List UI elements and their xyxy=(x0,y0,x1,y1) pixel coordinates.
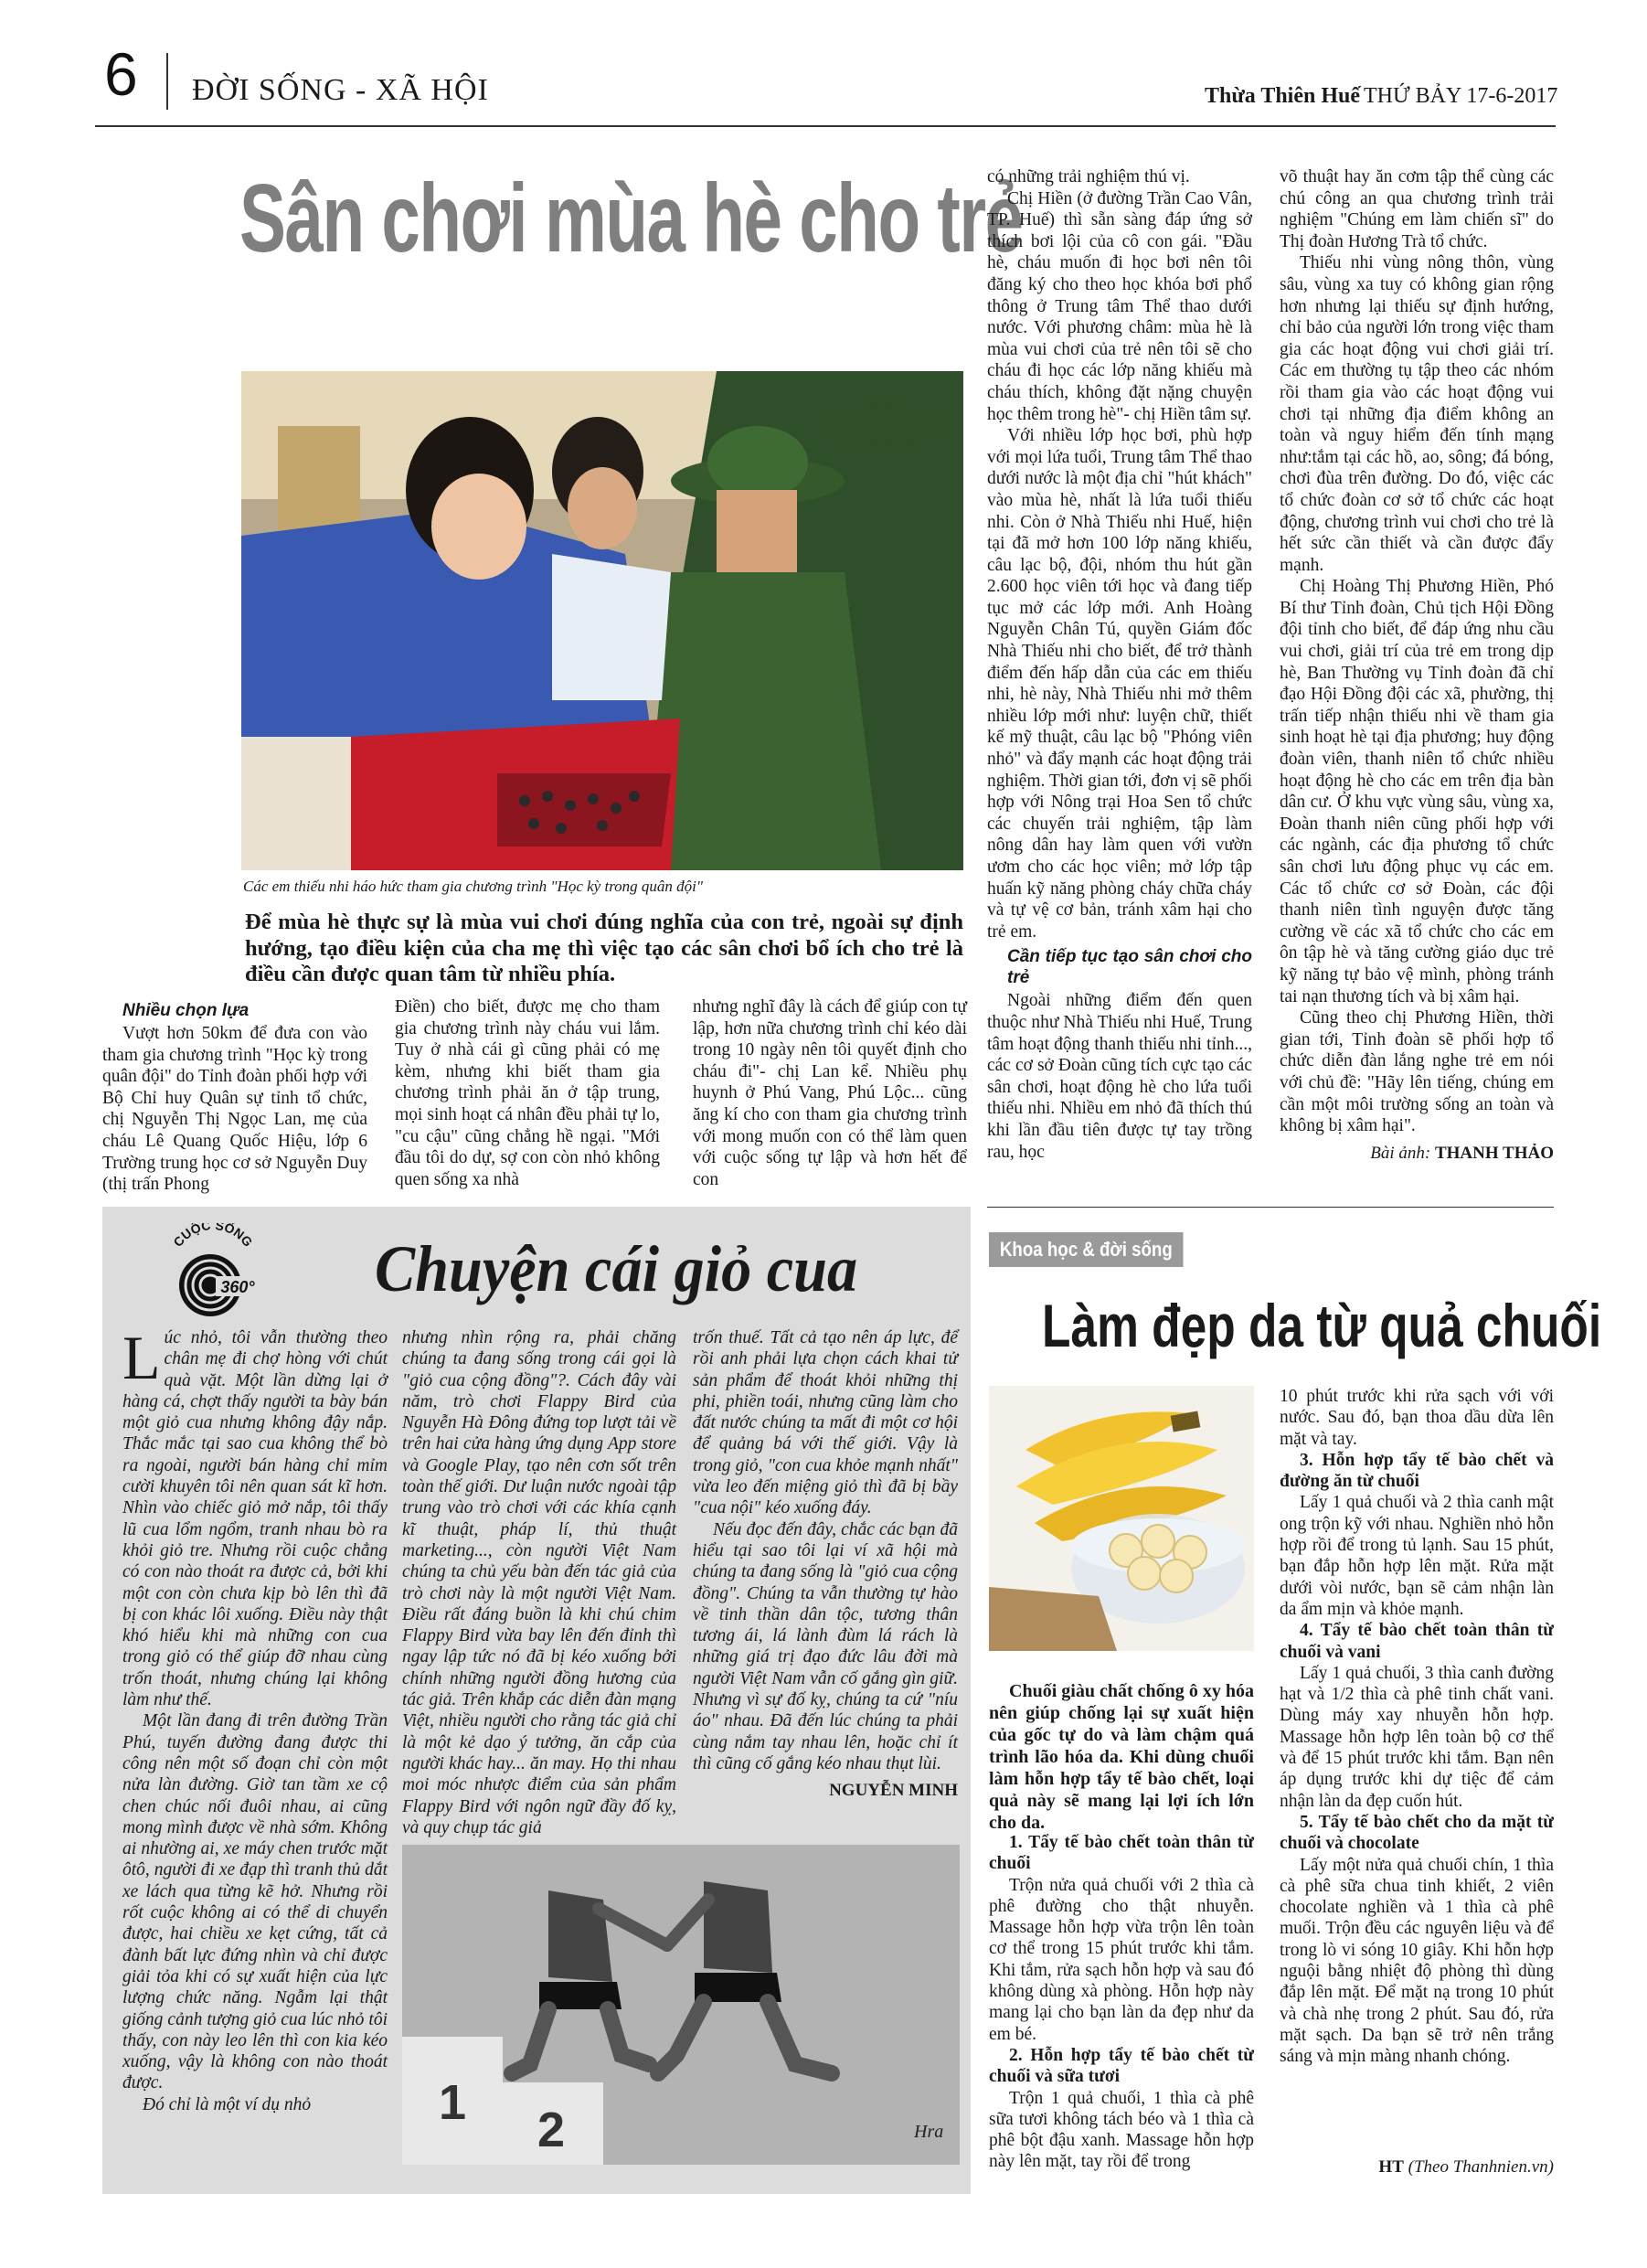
paragraph: Ngoài những điểm đến quen thuộc như Nhà Thiếu nhi Huế, Trung tâm hoạt động thanh thiếu nhi tỉnh..., các cơ sở Đoàn cũng tích cực tạo các sân chơi, hoạt động hè cho lứa tuổi thiếu nhi. Nhiều em nhỏ đã thích thú khi lần đầu tiên được tự tay trồng rau, học xyxy=(987,991,1252,1162)
paragraph: Thiếu nhi vùng nông thôn, vùng sâu, vùng xa tuy có không gian rộng hơn nhưng lại thiếu sự định hướng, chỉ bảo của người lớn trong việc tham gia các hoạt động vui chơi giải trí. Các em thường tụ tập theo các nhóm rồi tham gia vào các hoạt động vui chơi tại những địa điểm không an toàn và nguy hiểm đến tính mạng như:tắm tại các hồ, ao, sông; đá bóng, chơi đùa trên đường. Do đó, việc các tổ chức đoàn cơ sở tổ chức các hoạt động, chương trình vui chơi cho trẻ là hết sức cần thiết và cần được đẩy mạnh. xyxy=(1280,253,1554,575)
paragraph: trốn thuế. Tất cả tạo nên áp lực, để rồi anh phải lựa chọn cách khai tử sản phẩm để thoát khỏi những thị phi, phiền toái, nhưng cũng làm cho đất nước chúng ta mất đi một cơ hội để quảng bá với thế giới. Vậy là trong giỏ, "con cua khỏe mạnh nhất" vừa leo đến miệng giỏ thì đã bị bầy "cua nội" kéo xuống đáy. xyxy=(693,1328,958,1518)
svg-text:360°: 360° xyxy=(220,1278,255,1296)
paragraph: Điền) cho biết, được mẹ cho tham gia chương trình này cháu vui lắm. Tuy ở nhà cái gì cũng phải có mẹ kèm, nhưng khi biết tham gia chương trình phải ăn ở tập trung, mọi sinh hoạt cá nhân đều phải tự lo, "cu cậu" cũng chẳng hề ngại. "Mới đầu tôi do dự, sợ con còn nhỏ không quen sống xa nhà xyxy=(395,997,660,1189)
military-camp-photo xyxy=(241,371,963,870)
step-heading: 5. Tẩy tế bào chết cho da mặt từ chuối và chocolate xyxy=(1280,1812,1554,1854)
paper-name: Thừa Thiên Huế xyxy=(1205,84,1361,108)
subheading: Cần tiếp tục tạo sân chơi cho trẻ xyxy=(1007,947,1252,988)
byline: HT (Theo Thanhnien.vn) xyxy=(1378,2157,1554,2177)
photo-caption: Các em thiếu nhi háo hức tham gia chương trình "Học kỳ trong quân đội" xyxy=(243,878,704,895)
article-column xyxy=(395,996,660,1190)
article-lead: Để mùa hè thực sự là mùa vui chơi đúng nghĩa của con trẻ, ngoài sự định hướng, tạo điều kiện của cha mẹ thì việc tạo các sân chơi bổ ích cho trẻ là điều cần được quan tâm từ nhiều phía. xyxy=(245,910,963,986)
podium-label: 2 xyxy=(537,2103,566,2157)
drop-cap: L xyxy=(122,1323,161,1392)
paragraph: Chị Hoàng Thị Phương Hiền, Phó Bí thư Tỉnh đoàn, Chủ tịch Hội Đồng đội tỉnh cho biết, để đáp ứng nhu cầu vui chơi, giải trí của trẻ em trong dịp hè, Ban Thường vụ Tỉnh đoàn đã chỉ đạo Hội Đồng đội các xã, phường, thị trấn tiếp nhận thiếu nhi về tham gia sinh hoạt hè tại địa phương; huy động đoàn viên, thanh niên tổ chức nhiều hoạt động hè cho các em trên địa bàn dân cư. Ở khu vực vùng sâu, vùng xa, Đoàn thanh niên cũng phối hợp với các ngành, các địa phương tổ chức sân chơi lưu động phục vụ các em. Các tổ chức cơ sở Đoàn, các đội thanh niên tình nguyện được tăng cường về các xã tổ chức cho các em ôn tập hè và tăng cường giáo dục trẻ kỹ năng tự bảo vệ mình, phòng tránh tai nạn thương tích và bị xâm hại. xyxy=(1280,577,1554,1006)
section-tag: Khoa học & đời sống xyxy=(989,1232,1184,1267)
article-title: Sân chơi mùa hè cho trẻ xyxy=(239,165,1023,272)
paragraph: võ thuật hay ăn cơm tập thể cùng các chú công an qua chương trình trải nghiệm "Chúng em làm chiến sĩ" do Thị đoàn Hương Trà tổ chức. xyxy=(1280,167,1554,251)
header-rule xyxy=(95,125,1556,127)
opinion-column xyxy=(693,1327,958,1802)
article-photo xyxy=(241,371,963,870)
paragraph: Chị Hiền (ở đường Trần Cao Vân, TP. Huế) thì sẵn sàng đáp ứng sở thích bơi lội của cô con gái. "Đầu hè, cháu muốn đi học bơi nên tôi đăng ký cho theo học khóa bơi phổ thông ở Trung tâm Thể thao dưới nước. Với phương châm: mùa hè là mùa vui chơi của trẻ nên tôi sẽ cho cháu đi học các lớp năng khiếu mà cháu thích, không đặt nặng chuyện học thêm trong hè"- chị Hiền tâm sự. xyxy=(987,188,1252,424)
article-column xyxy=(989,1832,1254,2173)
step-heading: 1. Tẩy tế bào chết toàn thân từ chuối xyxy=(989,1833,1254,1874)
cuoc-song-360-logo xyxy=(163,1223,263,1324)
paragraph: Lúc nhỏ, tôi vẫn thường theo chân mẹ đi chợ hòng với chút quà vặt. Một lần dừng lại ở hàng cá, chợt thấy người ta bày bán một giỏ cua nhưng không đậy nắp. Thắc mắc tại sao cua không thể bò ra ngoài, người bán hàng chỉ mỉm cười khuyên tôi nên quan sát kĩ hơn. Nhìn vào chiếc giỏ mở nắp, tôi thấy lũ cua lổm ngổm, tranh nhau bò ra khỏi giỏ tre. Nhưng rồi cuộc chẳng có con nào thoát ra được cả, bởi khi một con còn chưa kịp bò lên thì đã bị con khác lôi xuống. Điều này thật khó hiểu khi mà những con cua trong giỏ có thể giúp đỡ nhau cùng trốn thoát, nhưng chúng lại không làm như thế. xyxy=(122,1323,388,1710)
paragraph: Với nhiều lớp học bơi, phù hợp với mọi lứa tuổi, Trung tâm Thể thao dưới nước là một địa chỉ "hút khách" vào mùa hè, nhất là lứa tuổi thiếu nhi. Còn ở Nhà Thiếu nhi Huế, hiện tại đã mở hơn 100 lớp năng khiếu, câu lạc bộ, đội, nhóm thu hút gần 2.600 học viên tới học và đang tiếp tục mở các lớp mới. Anh Hoàng Nguyễn Chân Tú, quyền Giám đốc Nhà Thiếu nhi cho biết, để trở thành điểm đến hấp dẫn của các em thiếu nhi, hè này, Nhà Thiếu nhi mở thêm nhiều lớp mới như: luyện chữ, thiết kế mỹ thuật, câu lạc bộ "Phóng viên nhỏ" và đẩy mạnh các hoạt động trải nghiệm. Thời gian tới, đơn vị sẽ phối hợp với Nông trại Hoa Sen tổ chức các chuyến trải nghiệm, tập làm nông dân hay làm quen với vườn ươm cho các học viên; mở lớp tập huấn kỹ năng phòng cháy chữa cháy và tự vệ cơ bản, tránh xâm hại cho trẻ em. xyxy=(987,426,1253,942)
paragraph: có những trải nghiệm thú vị. xyxy=(987,167,1190,186)
article-lead: Chuối giàu chất chống ô xy hóa nên giúp chống lại sự xuất hiện của gốc tự do và làm chậm quá trình lão hóa da. Khi dùng chuối làm hỗn hợp tẩy tế bào chết, loại quả này sẽ mang lại lợi ích lớn cho da. xyxy=(989,1681,1254,1833)
section-rule xyxy=(987,1207,1554,1208)
paragraph: Cũng theo chị Phương Hiền, thời gian tới, Tỉnh đoàn sẽ phối hợp tổ chức diễn đàn lắng nghe trẻ em nói với chủ đề: "Hãy lên tiếng, chúng em cần một môi trường sống an toàn và không bị xâm hại". xyxy=(1280,1008,1554,1136)
banana-photo xyxy=(989,1386,1254,1651)
svg-text:CUỘC SỐNG: CUỘC SỐNG xyxy=(170,1223,256,1250)
article-title: Làm đẹp da từ quả chuối xyxy=(1042,1292,1602,1359)
paragraph: nhưng nhìn rộng ra, phải chăng chúng ta đang sống trong cái gọi là "giỏ cua cộng đồng"?. Cách đây vài năm, trò chơi Flappy Bird của Nguyễn Hà Đông đứng top lượt tải về trên hai cửa hàng ứng dụng App store và Google Play, tạo nên cơn sốt trên toàn thế giới. Dư luận nước ngoài tập trung vào trò chơi với các khía cạnh kĩ thuật, pháp lí, thủ thuật marketing..., còn người Việt Nam chúng ta chủ yếu bàn đến tác giả của trò chơi này là một người Việt Nam. Điều rất đáng buồn là khi chú chim Flappy Bird vừa bay lên đến đỉnh thì ngay lập tức nó đã bị kéo xuống bởi chính những người đồng hương của tác giả. Trên khắp các diễn đàn mạng Việt, nhiều người cho rằng tác giả chỉ là một kẻ dạo ý tưởng, ăn cắp của người khác hay... ăn may. Họ thi nhau moi móc nhược điểm của sản phẩm Flappy Bird với ngôn ngữ đầy đố kỵ, và quy chụp tác giả xyxy=(402,1328,676,1837)
paragraph: Vượt hơn 50km để đưa con vào tham gia chương trình "Học kỳ trong quân đội" do Tỉnh đoàn phối hợp với Bộ Chỉ huy Quân sự tỉnh tổ chức, chị Nguyễn Thị Ngọc Lan, mẹ của cháu Lê Quang Quốc Hiệu, lớp 6 Trường trung học cơ sở Nguyễn Duy (thị trấn Phong xyxy=(102,1024,367,1195)
opinion-column xyxy=(402,1327,676,1838)
paragraph: Một lần đang đi trên đường Trần Phú, tuyến đường đang được thi công nên một số đoạn chỉ còn một nửa làn đường. Giờ tan tầm xe cộ chen chúc nối đuôi nhau, ai cũng mong mình được về nhà sớm. Không ai nhường ai, xe máy chen trước mặt ôtô, người đi xe đạp thì tranh thủ dắt xe lách qua từng kẽ hở. Nhưng rồi rốt cuộc không ai có thể di chuyển được, hai chiều xe kẹt cứng, tất cả đành bất lực đứng nhìn và chỉ được giải tỏa khi có sự xuất hiện của lực lượng chức năng. Ngẫm lại thật giống cảnh tượng giỏ cua lúc nhỏ tôi thấy, con này leo lên thì con kia kéo xuống, vậy là không con nào thoát được. xyxy=(122,1711,388,2093)
cartoon-signature: Hra xyxy=(914,2122,944,2142)
issue-date: THỨ BẢY 17-6-2017 xyxy=(1364,84,1558,108)
subheading: Nhiều chọn lựa xyxy=(122,1001,250,1020)
section-title: ĐỜI SỐNG - XÃ HỘI xyxy=(192,73,489,107)
paragraph: Lấy 1 quả chuối và 2 thìa canh mật ong trộn kỹ với nhau. Nghiền nhỏ hỗn hợp rồi để trong tủ lạnh. Sau 15 phút, bạn đắp hỗn hợp lên mặt. Rửa mặt dưới vòi nước, bạn sẽ cảm nhận làn da ẩm mịn và khỏe mạnh. xyxy=(1280,1493,1554,1619)
paragraph: Nếu đọc đến đây, chắc các bạn đã hiểu tại sao tôi lại ví xã hội mà chúng ta đang sống là "giỏ cua cộng đồng". Chúng ta vẫn thường tự hào về tinh thần dân tộc, tương thân tương ái, lá lành đùm lá rách là những giá trị đạo đức lâu đời mà người Việt Nam vẫn cố gắng gìn giữ. Nhưng vì sự đố kỵ, chúng ta cứ "níu áo" nhau. Đã đến lúc chúng ta phải cùng nắm tay nhau lên, hoặc chỉ ít thì cũng cố gắng kéo nhau thụt lùi. xyxy=(693,1519,958,1773)
header-divider xyxy=(166,53,168,110)
paragraph: Đó chỉ là một ví dụ nhỏ xyxy=(143,2094,312,2114)
paragraph: nhưng nghĩ đây là cách để giúp con tự lập, hơn nữa chương trình chỉ kéo dài trong 10 ngày nên tôi quyết định cho cháu đi"- chị Lan kể. Nhiều phụ huynh ở Phú Vang, Phú Lộc... cũng ăng kí cho con tham gia chương trình với mong muốn con có thể làm quen với cuộc sống tự lập và hơn hết để con xyxy=(693,997,967,1189)
step-heading: 2. Hỗn hợp tẩy tế bào chết từ chuối và sữa tươi xyxy=(989,2045,1254,2087)
byline: NGUYỄN MINH xyxy=(829,1781,958,1801)
step-heading: 3. Hỗn hợp tẩy tế bào chết và đường ăn từ chuối xyxy=(1280,1450,1554,1492)
article-column xyxy=(1280,166,1554,1164)
opinion-column xyxy=(122,1323,388,2115)
paragraph: Trộn 1 quả chuối, 1 thìa cà phê sữa tươi không tách béo và 1 thìa cà phê bột đậu xanh. Massage hỗn hợp này lên mặt, tay rồi để trong xyxy=(989,2088,1254,2172)
paragraph: Lấy 1 quả chuối, 3 thìa canh đường hạt và 1/2 thìa cà phê tinh chất vani. Dùng máy xay nhuyễn hỗn hợp. Massage hỗn hợp lên toàn bộ cơ thể và để 15 phút trước khi tắm. Bạn nên áp dụng trước khi dự tiệc để cảm nhận làn da đẹp cuốn hút. xyxy=(1280,1663,1554,1811)
paragraph: 10 phút trước khi rửa sạch với với nước. Sau đó, bạn thoa dầu dừa lên mặt và tay. xyxy=(1280,1387,1554,1449)
article-column xyxy=(102,996,367,1196)
step-heading: 4. Tẩy tế bào chết toàn thân từ chuối và vani xyxy=(1280,1621,1554,1662)
article-column xyxy=(693,996,967,1190)
byline: Bài ảnh: THANH THẢO xyxy=(1370,1143,1554,1163)
podium-label: 1 xyxy=(439,2075,467,2130)
article-column xyxy=(1280,1386,1554,2068)
paragraph: Trộn nửa quả chuối với 2 thìa cà phê đường cho thật nhuyễn. Massage hỗn hợp vừa trộn lên toàn cơ thể trong 15 phút trước khi tắm. Khi tắm, rửa sạch hỗn hợp và sau đó không dùng xà phòng. Hỗn hợp này mang lại cho bạn làn da đẹp như da em bé. xyxy=(989,1875,1254,2044)
cartoon-illustration xyxy=(402,1845,960,2165)
paragraph: Lấy một nửa quả chuối chín, 1 thìa cà phê sữa chua tinh khiết, 2 viên chocolate nghiền và 1 thìa cà phê muối. Trộn đều các nguyên liệu và để trong lò vi sóng 10 giây. Khi hỗn hợp nguội bằng nhiệt độ phòng thì dùng đắp lên mặt. Để mặt nạ trong 10 phút và chà nhẹ trong 2 phút. Sau đó, rửa mặt sạch. Da bạn sẽ trở nên trắng sáng và mịn màng nhanh chóng. xyxy=(1280,1855,1554,2067)
page-number: 6 xyxy=(104,40,138,108)
article-column xyxy=(987,166,1252,1163)
opinion-title: Chuyện cái giỏ cua xyxy=(375,1232,858,1305)
